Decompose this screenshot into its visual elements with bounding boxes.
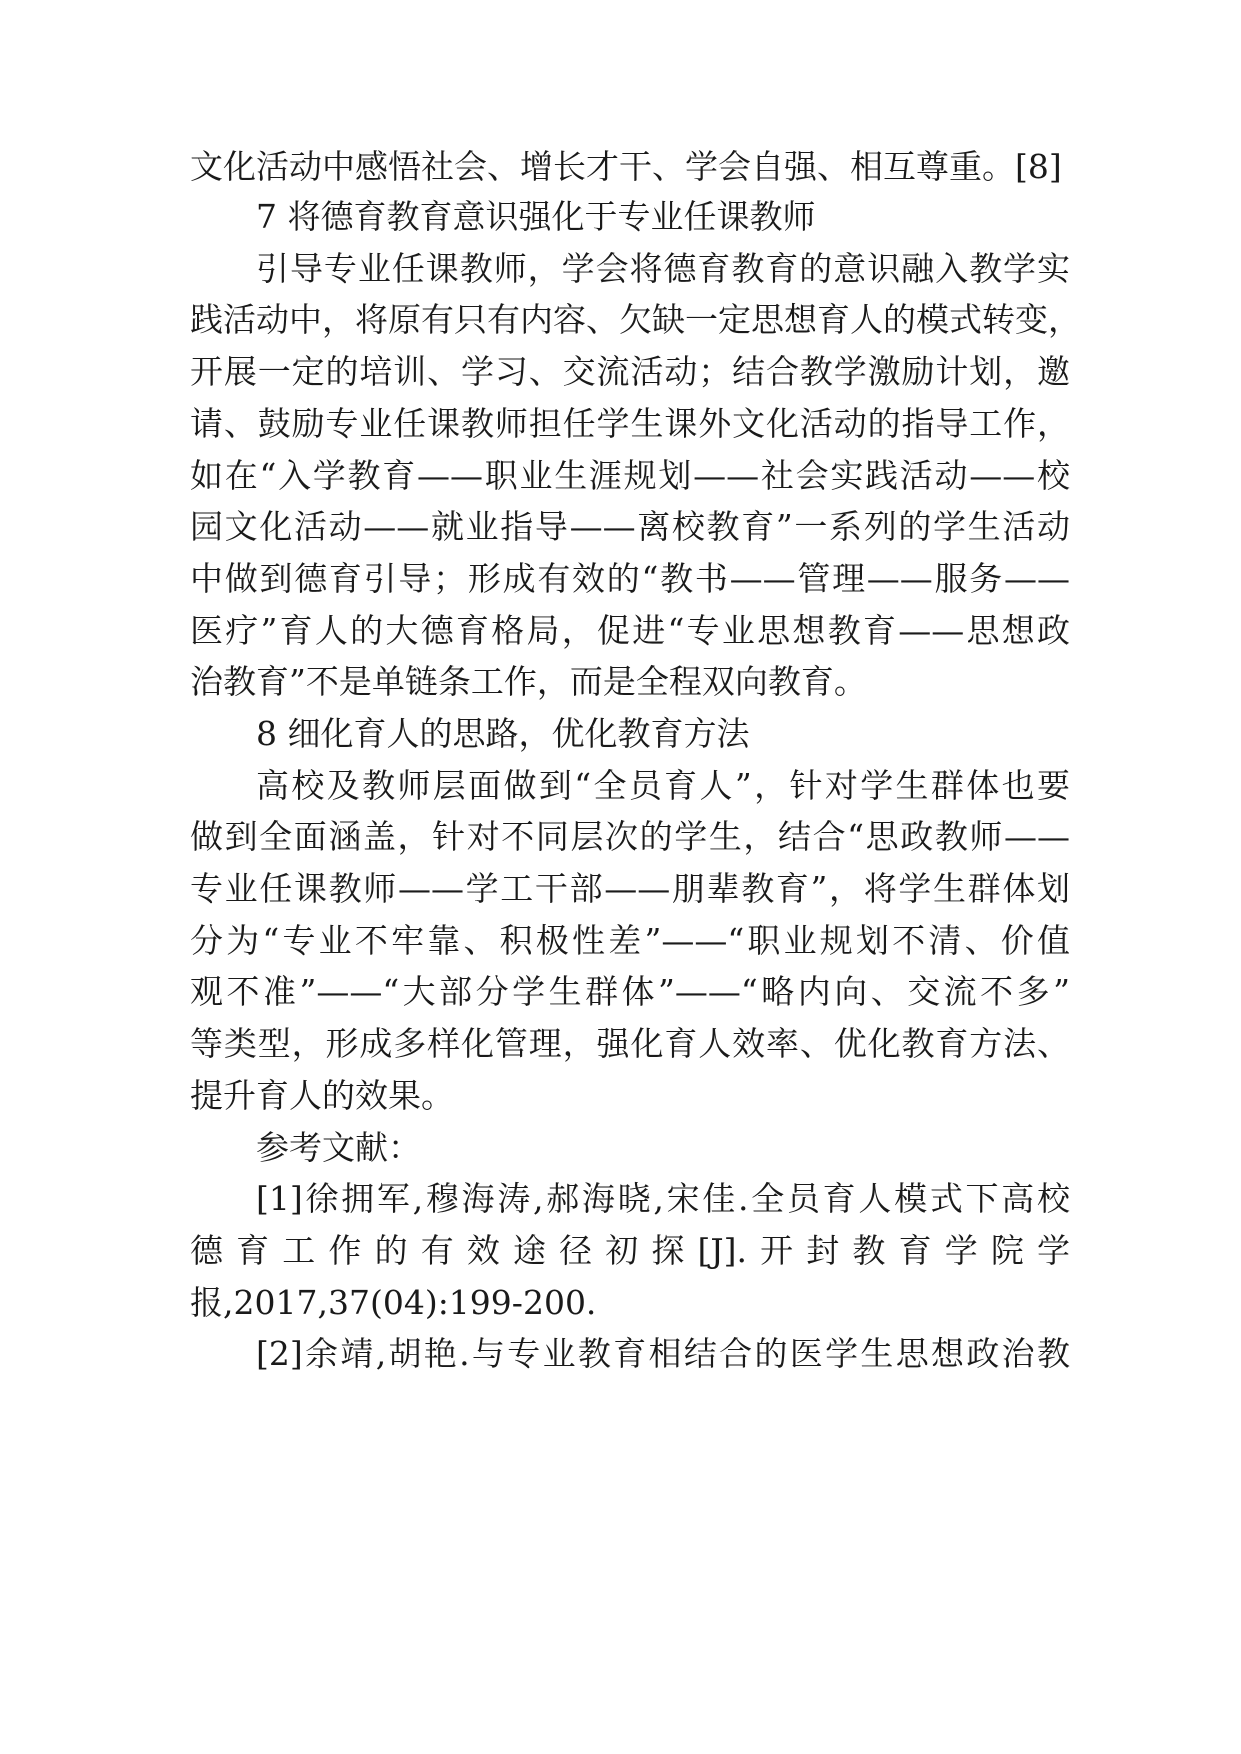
paragraph-line: 等类型，形成多样化管理，强化育人效率、优化教育方法、 <box>190 1024 1070 1063</box>
section-heading-7: 7 将德育教育意识强化于专业任课教师 <box>256 197 816 236</box>
paragraph-line: 专业任课教师——学工干部——朋辈教育”，将学生群体划 <box>190 869 1070 908</box>
paragraph-line: 观不准”——“大部分学生群体”——“略内向、交流不多” <box>190 972 1070 1011</box>
references-heading: 参考文献： <box>256 1128 421 1167</box>
section-heading-8: 8 细化育人的思路，优化教育方法 <box>256 714 750 753</box>
reference-line: 报,2017,37(04):199-200. <box>190 1283 597 1322</box>
paragraph-line: 践活动中，将原有只有内容、欠缺一定思想育人的模式转变， <box>190 300 1081 339</box>
reference-line: 德育工作的有效途径初探[J].开封教育学院学 <box>190 1231 1070 1270</box>
paragraph-line: 引导专业任课教师，学会将德育教育的意识融入教学实 <box>256 249 1070 288</box>
paragraph-line: 园文化活动——就业指导——离校教育”一系列的学生活动 <box>190 507 1070 546</box>
paragraph-line: 中做到德育引导；形成有效的“教书——管理——服务—— <box>190 559 1070 598</box>
paragraph-line: 高校及教师层面做到“全员育人”，针对学生群体也要 <box>256 766 1070 805</box>
paragraph-line: 医疗”育人的大德育格局，促进“专业思想教育——思想政 <box>190 611 1070 650</box>
paragraph-line: 治教育”不是单链条工作，而是全程双向教育。 <box>190 662 867 701</box>
paragraph-line: 请、鼓励专业任课教师担任学生课外文化活动的指导工作， <box>190 404 1070 443</box>
paragraph-line: 提升育人的效果。 <box>190 1076 454 1115</box>
reference-line: [2]余靖,胡艳.与专业教育相结合的医学生思想政治教 <box>256 1334 1070 1373</box>
paragraph-line: 做到全面涵盖，针对不同层次的学生，结合“思政教师—— <box>190 817 1070 856</box>
paragraph-line: 如在“入学教育——职业生涯规划——社会实践活动——校 <box>190 456 1070 495</box>
paragraph-line: 开展一定的培训、学习、交流活动；结合教学激励计划，邀 <box>190 352 1070 391</box>
paragraph-line: 分为“专业不牢靠、积极性差”——“职业规划不清、价值 <box>190 921 1070 960</box>
paragraph-line: 文化活动中感悟社会、增长才干、学会自强、相互尊重。[8] <box>190 147 1062 186</box>
reference-line: [1]徐拥军,穆海涛,郝海晓,宋佳.全员育人模式下高校 <box>256 1179 1070 1218</box>
